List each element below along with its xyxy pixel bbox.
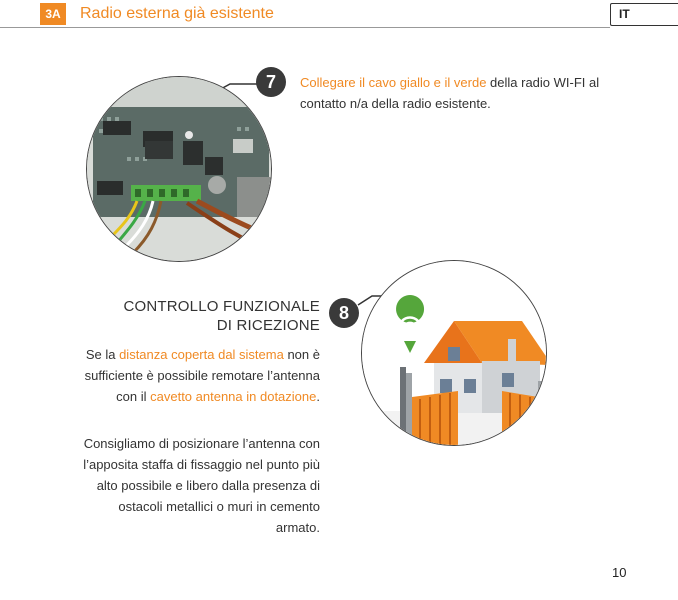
- language-tab: IT: [610, 3, 678, 26]
- step8-paragraph-2: Consigliamo di posizionare l’antenna con l’apposita staffa di fissaggio nel punto più alto possibile e libero dalla presenza di ostacoli metallici o muri in cemento armato.: [83, 436, 320, 535]
- para1-highlight1: distanza coperta dal sistema: [119, 347, 284, 362]
- page-header: [0, 0, 678, 28]
- step7-instruction: [300, 72, 610, 114]
- section-title: Radio esterna già esistente: [80, 5, 274, 22]
- step7-highlight: Collegare il cavo giallo e il verde: [300, 75, 487, 90]
- step8-heading-line2: DI RICEZIONE: [216, 317, 320, 334]
- para1-part3: .: [316, 389, 320, 404]
- house-gate-icon: [362, 261, 547, 446]
- para1-part1: Se la: [85, 347, 120, 362]
- step8-heading: [90, 297, 320, 335]
- para1-highlight2: cavetto antenna in dotazione: [150, 389, 317, 404]
- header-rule: [0, 27, 610, 28]
- step-number-8: 8: [329, 298, 359, 328]
- section-badge: 3A: [40, 3, 66, 25]
- circuit-board-illustration: [86, 76, 272, 262]
- step7-text-rest: della radio WI-FI al contatto n/a della radio esistente.: [300, 75, 600, 111]
- step8-heading-line1: CONTROLLO FUNZIONALE: [123, 298, 320, 315]
- page-number: 10: [612, 565, 627, 580]
- para1-part2: non è sufficiente è possibile remotare l’antenna con il: [84, 347, 320, 404]
- house-gate-illustration: [361, 260, 547, 446]
- step8-paragraph-1: [80, 344, 320, 407]
- step-number-7: 7: [256, 67, 286, 97]
- circuit-board-icon: [87, 77, 272, 262]
